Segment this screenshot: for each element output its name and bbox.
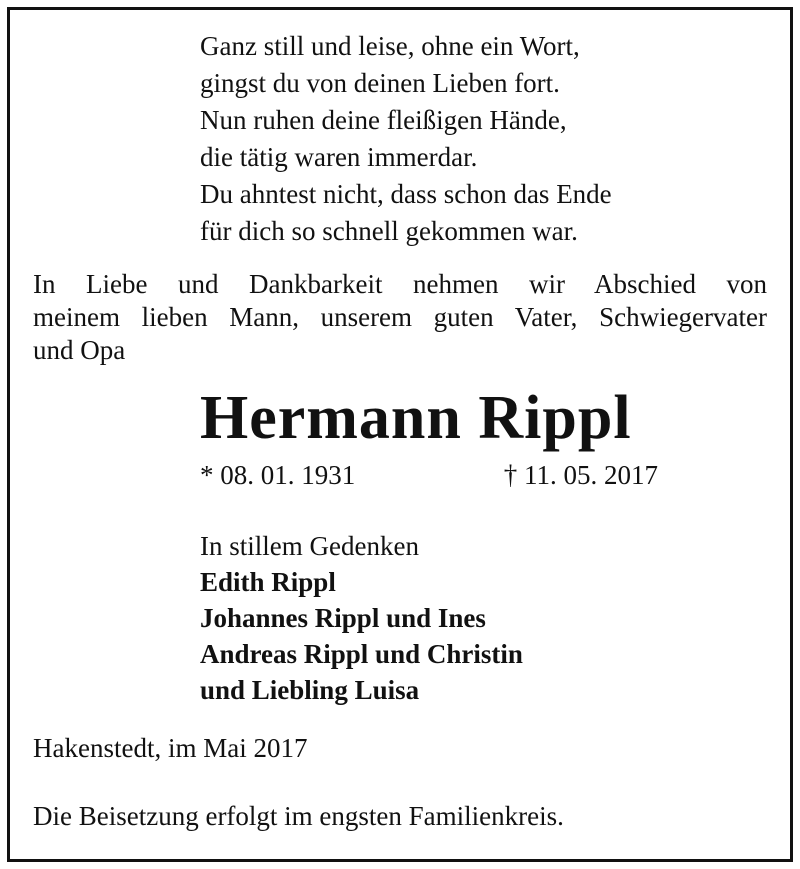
birth-date: * 08. 01. 1931 [200, 460, 356, 490]
farewell-line: meinem lieben Mann, unserem guten Vater, Schwiegervater [33, 302, 767, 332]
farewell-text [33, 268, 767, 367]
poem-line: Ganz still und leise, ohne ein Wort, [200, 31, 580, 61]
farewell-line: In Liebe und Dankbarkeit nehmen wir Abschied von [33, 269, 767, 299]
farewell-line: und Opa [33, 335, 126, 365]
poem-line: Du ahntest nicht, dass schon das Ende [200, 179, 612, 209]
death-date: † 11. 05. 2017 [503, 460, 658, 490]
poem-line: für dich so schnell gekommen war. [200, 216, 578, 246]
deceased-name: Hermann Rippl [200, 384, 632, 452]
mourners-block [200, 528, 523, 708]
mourner-name: und Liebling Luisa [200, 675, 420, 705]
mourner-name: Andreas Rippl und Christin [200, 639, 523, 669]
poem-line: Nun ruhen deine fleißigen Hände, [200, 105, 567, 135]
mourner-name: Edith Rippl [200, 567, 336, 597]
poem-line: die tätig waren immerdar. [200, 142, 478, 172]
life-dates [200, 458, 658, 492]
mourners-intro: In stillem Gedenken [200, 531, 419, 561]
poem-line: gingst du von deinen Lieben fort. [200, 68, 560, 98]
mourner-name: Johannes Rippl und Ines [200, 603, 486, 633]
place-and-date: Hakenstedt, im Mai 2017 [33, 733, 308, 763]
poem [200, 28, 612, 250]
burial-note: Die Beisetzung erfolgt im engsten Familienkreis. [33, 801, 564, 831]
